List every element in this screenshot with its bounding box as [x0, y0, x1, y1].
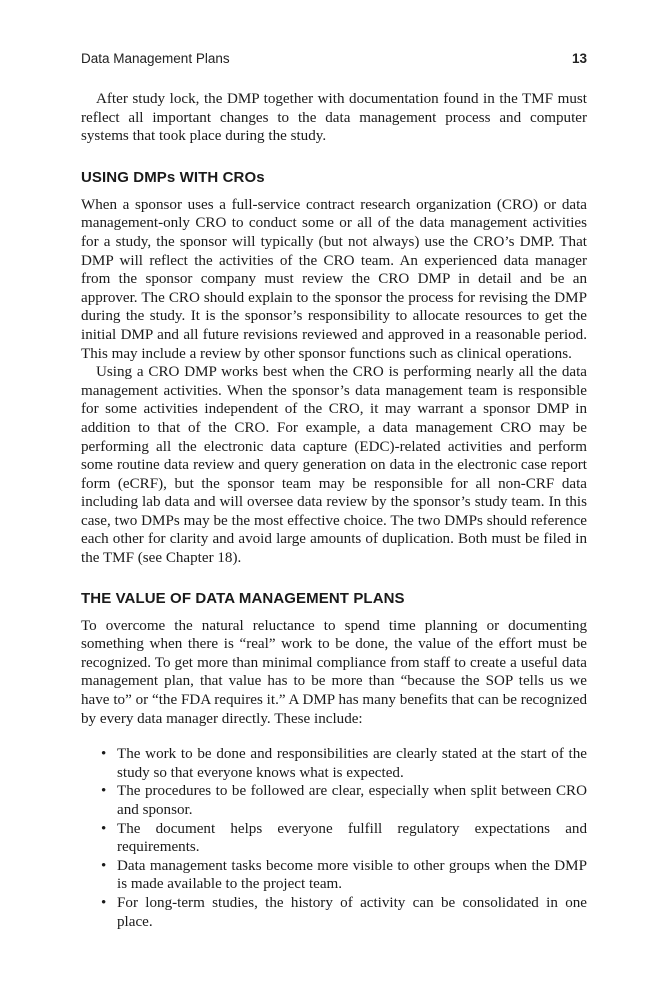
section-heading-cros: USING DMPs WITH CROs	[81, 168, 265, 186]
benefits-list	[81, 745, 587, 931]
intro-paragraph: After study lock, the DMP together with documentation found in the TMF must reflect all important changes to the data management process and computer systems that took place during the study.	[81, 91, 587, 145]
page-body	[81, 90, 587, 931]
list-item: • The procedures to be followed are clear, especially when split between CRO and sponsor.	[117, 782, 587, 819]
running-title: Data Management Plans	[81, 51, 230, 66]
running-header	[81, 51, 587, 66]
section-heading-value: THE VALUE OF DATA MANAGEMENT PLANS	[81, 589, 405, 607]
list-item: • The work to be done and responsibilities are clearly stated at the start of the study so that everyone knows what is expected.	[117, 745, 587, 782]
cros-paragraph-2: Using a CRO DMP works best when the CRO is performing nearly all the data management activities. When the sponsor’s data management team is responsible for some activities independent of the CRO, it may warrant a sponsor DMP in addition to that of the CRO. For example, a data management CRO may be performing all the electronic data capture (EDC)-related activities and perform some routine data review and query generation on data in the electronic case report form (eCRF), but the sponsor team may be responsible for all non-CRF data including lab data and will oversee data review by the sponsor’s study team. In this case, two DMPs may be the most effective choice. The two DMPs should reference each other for clarity and avoid large amounts of duplication. Both must be filed in the TMF (see Chapter 18).	[81, 364, 587, 567]
list-item: • For long-term studies, the history of activity can be consolidated in one place.	[117, 894, 587, 931]
cros-paragraph-1: When a sponsor uses a full-service contract research organization (CRO) or data management-only CRO to conduct some or all of the data management activities for a study, the sponsor will typically (but not always) use the CRO’s DMP. That DMP will reflect the activities of the CRO team. An experienced data manager from the sponsor company must review the CRO DMP in detail and be an approver. The CRO should explain to the sponsor the process for revising the DMP during the study. It is the sponsor’s responsibility to allocate resources to get the initial DMP and all future revisions reviewed and approved in a reasonable period. This may include a review by other sponsor functions such as clinical operations.	[81, 196, 587, 362]
page-number: 13	[571, 51, 587, 66]
value-paragraph: To overcome the natural reluctance to spend time planning or documenting something when there is “real” work to be done, the value of the effort must be recognized. To get more than minimal compliance from staff to create a useful data management plan, that value has to be more than “because the SOP tells us we have to” or “the FDA requires it.” A DMP has many benefits that can be recognized by every data manager directly. These include:	[81, 617, 587, 727]
list-item: • The document helps everyone fulfill regulatory expectations and requirements.	[117, 820, 587, 857]
list-item: • Data management tasks become more visible to other groups when the DMP is made available to the project team.	[117, 857, 587, 894]
